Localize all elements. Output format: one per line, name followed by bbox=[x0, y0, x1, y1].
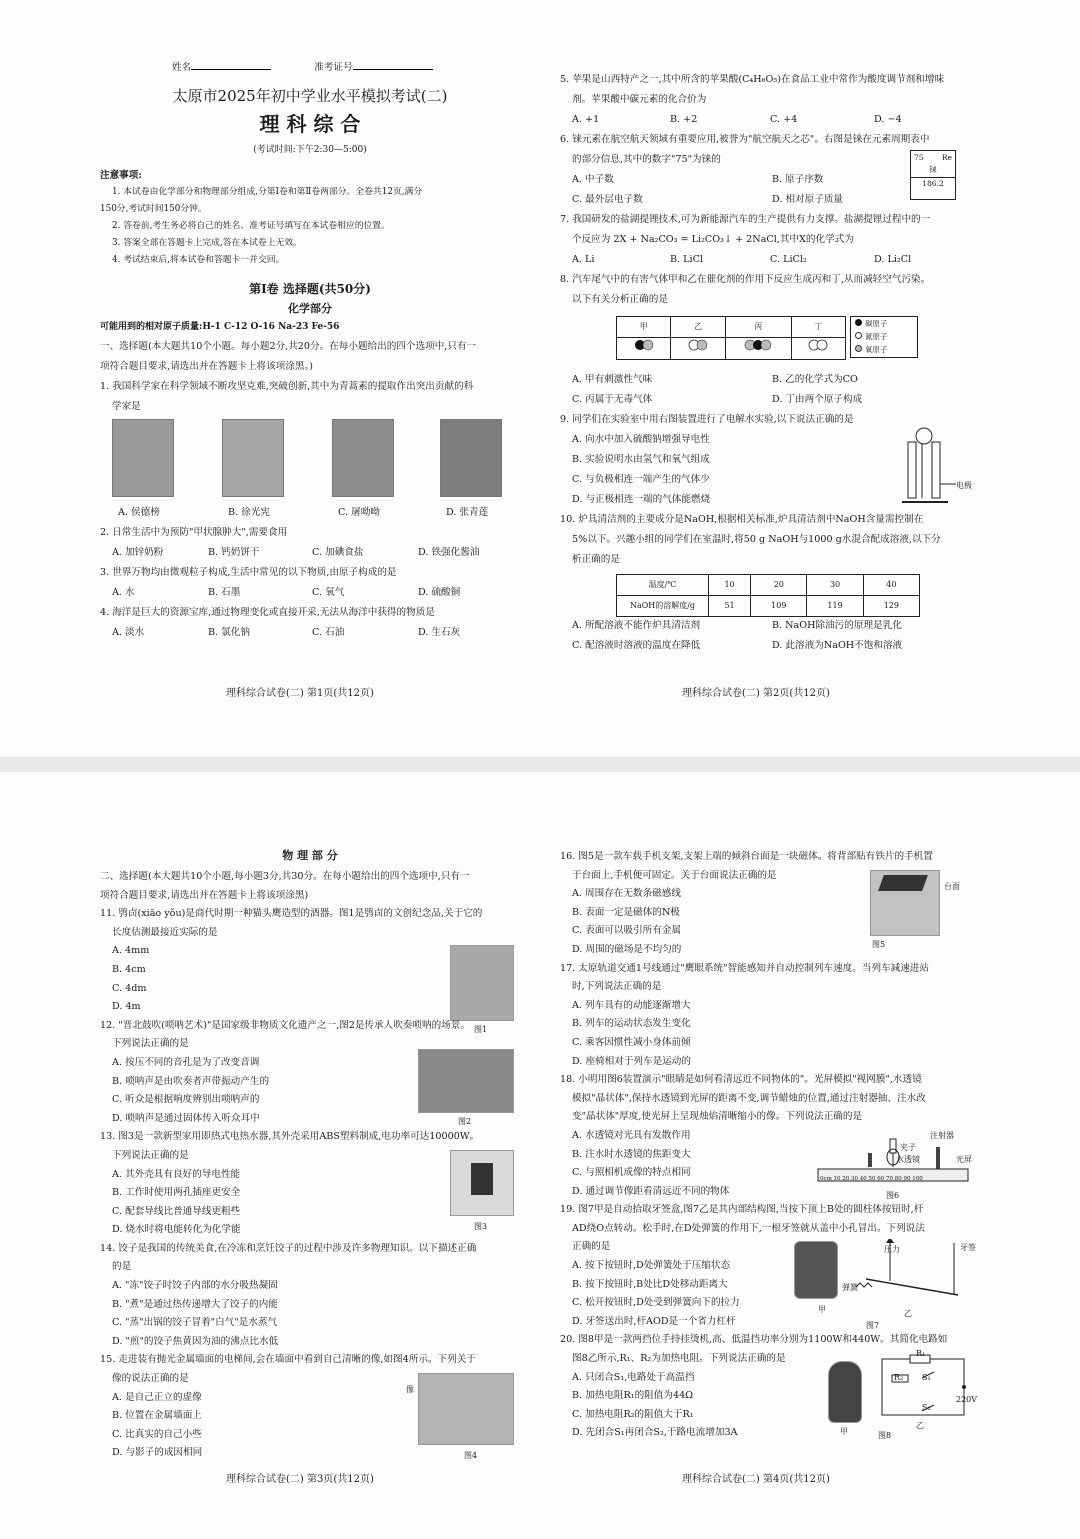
figure-4-elevator bbox=[418, 1373, 514, 1445]
nitrogen-atom-icon bbox=[855, 332, 862, 339]
s2-label: S₂ bbox=[922, 1403, 931, 1413]
q6-option-d[interactable]: D. 相对原子质量 bbox=[772, 194, 844, 205]
q20-option-c[interactable]: C. 加热电阻R₂的阻值大于R₁ bbox=[572, 1408, 694, 1420]
q6-option-a[interactable]: A. 中子数 bbox=[572, 174, 614, 185]
rhenium-element-cell bbox=[910, 150, 956, 200]
q14-option-b[interactable]: B. "煮"是通过热传递增大了饺子的内能 bbox=[112, 1298, 278, 1310]
figure-2-suona-player bbox=[418, 1049, 514, 1113]
q7-option-a[interactable]: A. Li bbox=[572, 254, 595, 265]
id-label: 准考证号 bbox=[314, 62, 353, 73]
q3-stem: 3. 世界万物均由微观粒子构成,生活中常见的以下物质,由原子构成的是 bbox=[100, 567, 397, 578]
chem-intro-1: 一、选择题(本大题共10个小题。每小题2分,共20分。在每小题给出的四个选项中,只有一 bbox=[100, 341, 477, 352]
q18-block bbox=[560, 1071, 980, 1201]
q17-block bbox=[560, 960, 980, 1072]
legend-nitrogen: 氮原子 bbox=[865, 332, 888, 341]
q1-options bbox=[100, 503, 520, 523]
legend-carbon: 碳原子 bbox=[865, 319, 888, 328]
q8-head-ding: 丁 bbox=[791, 317, 845, 338]
q11-line1: 11. 鸮卣(xiāo yǒu)是商代时期一种猫头鹰造型的酒器。图1是鸮卣的文创纪念品,关于它的 bbox=[100, 908, 483, 920]
q20-block bbox=[560, 1331, 980, 1443]
q8-option-a[interactable]: A. 甲有刺激性气味 bbox=[572, 374, 653, 385]
q4-option-a[interactable]: A. 淡水 bbox=[112, 627, 145, 638]
q14-option-c[interactable]: C. "蒸"出锅的饺子冒着"白气"是水蒸气 bbox=[112, 1317, 278, 1329]
notice-3: 3. 答案全部在答题卡上完成,答在本试卷上无效。 bbox=[112, 238, 302, 248]
q18-line3: 变"晶状体"厚度,使光屏上呈现烛焰清晰缩小的像。下列说法正确的是 bbox=[572, 1111, 863, 1123]
q8-line2: 以下有关分析正确的是 bbox=[572, 294, 668, 305]
q8-head-yi: 乙 bbox=[671, 317, 725, 338]
q10-option-a[interactable]: A. 所配溶液不能作炉具清洁剂 bbox=[572, 620, 701, 631]
q20-line2: 图8乙所示,R₁、R₂为加热电阻。下列说法正确的是 bbox=[572, 1353, 786, 1365]
figure-7-caption: 图7 bbox=[866, 1321, 880, 1331]
q15-line2: 像的说法正确的是 bbox=[112, 1373, 189, 1385]
q10-table-wrap bbox=[560, 570, 980, 616]
q17-option-b[interactable]: B. 列车的运动状态发生变化 bbox=[572, 1018, 691, 1030]
exam-sheet-bottom bbox=[0, 772, 1080, 1539]
figure-1-caption: 图1 bbox=[474, 1025, 488, 1035]
q19-line1: 19. 图7甲是自动拾取牙签盒,图7乙是其内部结构图,当按下顶上B处的圆柱体按钮时,杆 bbox=[560, 1204, 924, 1216]
q9-stem: 9. 同学们在实验室中用右图装置进行了电解水实验,以下说法正确的是 bbox=[560, 414, 854, 425]
q17-line2: 时,下列说法正确的是 bbox=[572, 981, 662, 993]
q15-option-b[interactable]: B. 位置在金属墙面上 bbox=[112, 1410, 202, 1422]
name-blank bbox=[191, 69, 271, 70]
sol-40: 129 bbox=[863, 596, 919, 617]
molecule-jia bbox=[617, 338, 671, 360]
temp-header: 温度/℃ bbox=[617, 575, 709, 596]
r2-label: R₂ bbox=[894, 1373, 904, 1383]
q16-line1: 16. 图5是一款车载手机支架,支架上端的倾斜台面是一块磁体。将背部贴有铁片的手机置 bbox=[560, 851, 933, 862]
q3-option-b[interactable]: B. 石墨 bbox=[208, 587, 241, 598]
re-atomic-number: 75 bbox=[914, 153, 924, 162]
notice-1: 1. 本试卷由化学部分和物理部分组成,分第Ⅰ卷和第Ⅱ卷两部分。全卷共12页,满分 bbox=[112, 187, 423, 197]
q8-options-2 bbox=[560, 390, 980, 410]
electrolysis-apparatus-diagram bbox=[900, 424, 970, 510]
q5-options bbox=[560, 110, 980, 130]
q12-option-c[interactable]: C. 听众是根据响度辨别出唢呐声的 bbox=[112, 1094, 260, 1106]
q5-line1: 5. 苹果是山西特产之一,其中所含的苹果酸(C₄H₆O₅)在食品工业中常作为酸度调节剂和增味 bbox=[560, 74, 945, 85]
q11-option-d[interactable]: D. 4m bbox=[112, 1001, 141, 1013]
q4-options bbox=[100, 623, 520, 643]
q17-line1: 17. 太原轨道交通1号线通过"鹰眼系统"智能感知并自动控制列车速度。当列车减速进站 bbox=[560, 962, 930, 974]
figure-6-caption: 图6 bbox=[886, 1191, 900, 1201]
fig8-jia-label: 甲 bbox=[840, 1427, 848, 1437]
q14-option-d[interactable]: D. "煎"的饺子焦黄因为油的沸点比水低 bbox=[112, 1335, 279, 1347]
q8-option-c[interactable]: C. 丙属于无毒气体 bbox=[572, 394, 653, 405]
q12-block bbox=[100, 1017, 520, 1129]
q7-line1: 7. 我国研发的盐湖提锂技术,可为新能源汽车的生产提供有力支撑。盐湖提锂过程中的一 bbox=[560, 214, 931, 225]
q8-head-jia: 甲 bbox=[617, 317, 671, 338]
exam-title: 太原市2025年初中学业水平模拟考试(二) bbox=[172, 87, 448, 105]
figure-8-caption: 图8 bbox=[878, 1431, 892, 1441]
re-name: 铼 bbox=[929, 165, 937, 174]
notice-1b: 150分,考试时间150分钟。 bbox=[100, 204, 207, 214]
sol-10: 51 bbox=[709, 596, 751, 617]
spring-label: 弹簧 bbox=[842, 1283, 858, 1293]
page-4 bbox=[560, 848, 980, 1443]
q1-option-a[interactable]: A. 侯德榜 bbox=[118, 507, 160, 518]
fig7-jia-label: 甲 bbox=[818, 1305, 826, 1315]
q18-option-d[interactable]: D. 通过调节像距看清远近不同的物体 bbox=[572, 1185, 730, 1197]
q19-option-b[interactable]: B. 按下按钮时,B处比D处移动距离大 bbox=[572, 1278, 728, 1290]
q6-line2: 的部分信息,其中的数字"75"为铼的 bbox=[572, 154, 721, 165]
syringe-label: 注射器 bbox=[930, 1131, 954, 1141]
q12-line2: 下列说法正确的是 bbox=[112, 1038, 189, 1050]
fig8-yi-label: 乙 bbox=[916, 1421, 924, 1431]
q12-option-b[interactable]: B. 唢呐声是由吹奏者声带振动产生的 bbox=[112, 1075, 270, 1087]
page-2-footer: 理科综合试卷(二) 第2页(共12页) bbox=[682, 688, 830, 699]
clip-label: 夹子 bbox=[900, 1143, 916, 1153]
r1-label: R₁ bbox=[916, 1349, 926, 1359]
q14-line2: 的是 bbox=[112, 1261, 132, 1273]
fig7-yi-label: 乙 bbox=[904, 1309, 912, 1319]
q13-option-d[interactable]: D. 烧水时将电能转化为化学能 bbox=[112, 1224, 241, 1236]
molecule-bing bbox=[725, 338, 791, 360]
figure-4-caption: 图4 bbox=[464, 1451, 478, 1461]
legend-oxygen: 氧原子 bbox=[865, 345, 888, 354]
q13-line2: 下列说法正确的是 bbox=[112, 1149, 189, 1161]
figure-2-caption: 图2 bbox=[458, 1116, 472, 1126]
q1-option-b[interactable]: B. 徐光宪 bbox=[228, 507, 270, 518]
q14-line1: 14. 饺子是我国的传统美食,在冷冻和烹饪饺子的过程中涉及许多物理知识。以下描述正确 bbox=[100, 1242, 477, 1254]
q12-option-a[interactable]: A. 按压不同的音孔是为了改变音调 bbox=[112, 1056, 260, 1068]
q8-head-bing: 丙 bbox=[725, 317, 791, 338]
q18-option-a[interactable]: A. 水透镜对光具有发散作用 bbox=[572, 1129, 691, 1141]
q11-option-c[interactable]: C. 4dm bbox=[112, 982, 147, 994]
q13-option-b[interactable]: B. 工作时使用两孔插座更安全 bbox=[112, 1187, 241, 1199]
q9-option-d[interactable]: D. 与正极相连一端的气体能燃烧 bbox=[572, 494, 711, 505]
q6-line1: 6. 铼元素在航空航天领域有重要应用,被誉为"航空航天之芯"。右图是铼在元素周期表中 bbox=[560, 134, 930, 145]
q11-option-b[interactable]: B. 4cm bbox=[112, 963, 146, 975]
q16-option-a[interactable]: A. 周围存在无数条磁感线 bbox=[572, 888, 681, 900]
q14-block bbox=[100, 1240, 520, 1352]
q16-line2: 于台面上,手机便可固定。关于台面说法正确的是 bbox=[572, 869, 777, 881]
q10-option-d[interactable]: D. 此溶液为NaOH不饱和溶液 bbox=[772, 640, 903, 651]
q15-option-c[interactable]: C. 比真实的自己小些 bbox=[112, 1428, 202, 1440]
sol-30: 119 bbox=[807, 596, 863, 617]
q6-option-c[interactable]: C. 最外层电子数 bbox=[572, 194, 643, 205]
q7-option-b[interactable]: B. LiCl bbox=[670, 254, 703, 265]
q7-option-d[interactable]: D. Li₂Cl bbox=[874, 254, 912, 265]
water-lens-label: 水透镜 bbox=[896, 1155, 920, 1165]
figure-7b-lever-diagram bbox=[850, 1239, 970, 1303]
solubility-header: NaOH的溶解度/g bbox=[617, 596, 709, 617]
q16-option-c[interactable]: C. 表面可以吸引所有金属 bbox=[572, 925, 682, 937]
q2-option-d[interactable]: D. 铁强化酱油 bbox=[418, 547, 480, 558]
carbon-atom-icon bbox=[855, 319, 862, 326]
temp-40: 40 bbox=[863, 575, 919, 596]
exam-sheet-top bbox=[0, 0, 1080, 757]
part1-title: 第Ⅰ卷 选择题(共50分) bbox=[249, 282, 371, 296]
temp-20: 20 bbox=[751, 575, 807, 596]
figure-4-image-label: 像 bbox=[406, 1385, 414, 1395]
q8-options-1 bbox=[560, 370, 980, 390]
sol-20: 109 bbox=[751, 596, 807, 617]
notice-head: 注意事项: bbox=[100, 170, 142, 181]
q5-option-b[interactable]: B. +2 bbox=[670, 114, 698, 125]
q17-option-d[interactable]: D. 座椅相对于列车是运动的 bbox=[572, 1055, 691, 1067]
figure-1-owl-vessel bbox=[450, 945, 514, 1021]
q3-option-d[interactable]: D. 硫酸铜 bbox=[418, 587, 461, 598]
q5-option-d[interactable]: D. −4 bbox=[874, 114, 902, 125]
notice-4: 4. 考试结束后,将本试卷和答题卡一并交回。 bbox=[112, 255, 285, 265]
q20-option-a[interactable]: A. 只闭合S₁,电路处于高温挡 bbox=[572, 1371, 695, 1383]
q13-block bbox=[100, 1128, 520, 1240]
q1-portraits bbox=[100, 417, 520, 503]
q20-option-d[interactable]: D. 先闭合S₁再闭合S₂,干路电流增加3A bbox=[572, 1427, 738, 1439]
q18-option-b[interactable]: B. 注水时水透镜的焦距变大 bbox=[572, 1148, 691, 1160]
q15-option-d[interactable]: D. 与影子的成因相同 bbox=[112, 1447, 203, 1459]
q5-option-a[interactable]: A. +1 bbox=[572, 114, 600, 125]
phys-intro-1: 二、选择题(本大题共10个小题,每小题3分,共30分。在每小题给出的四个选项中,只有一 bbox=[100, 871, 470, 882]
q10-options-2 bbox=[560, 636, 980, 656]
q20-option-b[interactable]: B. 加热电阻R₁的阻值为44Ω bbox=[572, 1390, 694, 1402]
q11-line2: 长度估测最接近实际的是 bbox=[112, 926, 218, 938]
magnet-platform bbox=[878, 875, 928, 891]
q8-line1: 8. 汽车尾气中的有害气体甲和乙在催化剂的作用下反应生成丙和丁,从而减轻空气污染。 bbox=[560, 274, 931, 285]
q9-option-c[interactable]: C. 与负极相连一端产生的气体少 bbox=[572, 474, 710, 485]
q18-option-c[interactable]: C. 与照相机成像的特点相同 bbox=[572, 1167, 691, 1179]
q17-option-c[interactable]: C. 乘客因惯性减小身体前倾 bbox=[572, 1036, 691, 1048]
q8-molecule-table bbox=[616, 316, 846, 360]
q20-line1: 20. 图8甲是一款两挡位手持挂烫机,高、低温挡功率分别为1100W和440W。其简化电路如 bbox=[560, 1334, 948, 1346]
q7-options bbox=[560, 250, 980, 270]
page-1 bbox=[100, 58, 520, 643]
toothpick-label: 牙签 bbox=[960, 1243, 976, 1253]
atomic-mass: 可能用到的相对原子质量:H-1 C-12 O-16 Na-23 Fe-56 bbox=[100, 322, 340, 332]
q8-molecule-diagram bbox=[560, 310, 980, 370]
press-label: 压力 bbox=[884, 1245, 900, 1255]
portrait-c bbox=[332, 419, 394, 497]
molecule-yi bbox=[671, 338, 725, 360]
q2-options bbox=[100, 543, 520, 563]
q1-line2: 学家是 bbox=[112, 401, 141, 412]
molecule-ding bbox=[791, 338, 845, 360]
figure-7a-toothpick-box bbox=[794, 1241, 838, 1299]
q7-option-c[interactable]: C. LiCl₂ bbox=[770, 254, 807, 265]
q19-option-c[interactable]: C. 松开按钮时,D处受到弹簧向下的拉力 bbox=[572, 1297, 740, 1309]
q15-block bbox=[100, 1351, 520, 1463]
q10-option-c[interactable]: C. 配溶液时溶液的温度在降低 bbox=[572, 640, 701, 651]
q10-line1: 10. 炉具清洁剂的主要成分是NaOH,根据相关标准,炉具清洁剂中NaOH含量需控制在 bbox=[560, 514, 924, 525]
q8-legend bbox=[850, 316, 918, 358]
q9-option-b[interactable]: B. 实验说明水由氢气和氧气组成 bbox=[572, 454, 710, 465]
q8-option-b[interactable]: B. 乙的化学式为CO bbox=[772, 374, 858, 385]
chem-intro-2: 项符合题目要求,请选出并在答题卡上将该项涂黑。) bbox=[100, 361, 314, 372]
q15-line1: 15. 走进装有抛光金属墙面的电梯间,会在墙面中看到自己清晰的像,如图4所示。下列关于 bbox=[100, 1354, 476, 1366]
q4-option-d[interactable]: D. 生石灰 bbox=[418, 627, 461, 638]
q16-option-b[interactable]: B. 表面一定是磁体的N极 bbox=[572, 906, 680, 918]
screen-label: 光屏 bbox=[956, 1155, 972, 1165]
q13-option-a[interactable]: A. 其外壳具有良好的导电性能 bbox=[112, 1168, 241, 1180]
q17-option-a[interactable]: A. 列车具有的动能逐渐增大 bbox=[572, 999, 691, 1011]
q2-option-c[interactable]: C. 加碘食盐 bbox=[312, 547, 364, 558]
q10-line2: 5%以下。兴趣小组的同学们在室温时,将50 g NaOH与1000 g水混合配成溶液,以下分 bbox=[572, 534, 941, 545]
q9-option-a[interactable]: A. 向水中加入硫酸钠增强导电性 bbox=[572, 434, 710, 445]
q13-line1: 13. 图3是一款新型家用即热式电热水器,其外壳采用ABS塑料制成,电功率可达10000W。 bbox=[100, 1131, 480, 1143]
q1-option-c[interactable]: C. 屠呦呦 bbox=[338, 507, 380, 518]
physics-title: 物 理 部 分 bbox=[282, 849, 338, 862]
q15-option-a[interactable]: A. 是自己正立的虚像 bbox=[112, 1391, 202, 1403]
q3-option-c[interactable]: C. 氧气 bbox=[312, 587, 345, 598]
q7-line2: 个反应为 2X + Na₂CO₃ = Li₂CO₃↓ + 2NaCl,其中X的化学式为 bbox=[572, 234, 854, 245]
q19-block bbox=[560, 1201, 980, 1331]
q2-option-b[interactable]: B. 钙奶饼干 bbox=[208, 547, 260, 558]
notice-2: 2. 答卷前,考生务必将自己的姓名、准考证号填写在本试卷相应的位置。 bbox=[112, 221, 390, 231]
q3-options bbox=[100, 583, 520, 603]
page-2 bbox=[560, 70, 980, 656]
q6-option-b[interactable]: B. 原子序数 bbox=[772, 174, 824, 185]
figure-5-caption: 图5 bbox=[872, 940, 886, 949]
portrait-d bbox=[440, 419, 502, 497]
q1-option-d[interactable]: D. 张青莲 bbox=[446, 507, 489, 518]
q1-line1: 1. 我国科学家在科学领域不断攻坚克难,突破创新,其中为青蒿素的提取作出突出贡献的科 bbox=[100, 381, 474, 392]
q19-option-d[interactable]: D. 牙签送出时,杆AOD是一个省力杠杆 bbox=[572, 1315, 736, 1327]
re-symbol: Re bbox=[941, 153, 952, 162]
q2-stem: 2. 日常生活中为预防"甲状腺肿大",需要食用 bbox=[100, 527, 288, 538]
q8-option-d[interactable]: D. 丁由两个原子构成 bbox=[772, 394, 863, 405]
q16-option-d[interactable]: D. 周围的磁场是不均匀的 bbox=[572, 943, 682, 955]
figure-3-caption: 图3 bbox=[474, 1222, 488, 1232]
q4-option-b[interactable]: B. 氯化钠 bbox=[208, 627, 250, 638]
q11-option-a[interactable]: A. 4mm bbox=[112, 945, 150, 957]
q19-line3: 正确的是 bbox=[572, 1241, 611, 1253]
electrode-label: 电极 bbox=[956, 481, 972, 490]
page-4-footer: 理科综合试卷(二) 第4页(共12页) bbox=[682, 1474, 830, 1485]
temp-30: 30 bbox=[807, 575, 863, 596]
name-label: 姓名 bbox=[172, 62, 192, 73]
q13-option-c[interactable]: C. 配套导线比普通导线更粗些 bbox=[112, 1205, 241, 1217]
solubility-table bbox=[616, 574, 920, 617]
figure-5-phone-holder bbox=[870, 870, 940, 936]
q2-option-a[interactable]: A. 加锌奶粉 bbox=[112, 547, 164, 558]
q12-line1: 12. "晋北鼓吹(唢呐艺术)"是国家级非物质文化遗产之一,图2是传承人吹奏唢呐的场景。 bbox=[100, 1019, 470, 1031]
q10-line3: 析正确的是 bbox=[572, 554, 620, 565]
figure-3-water-heater bbox=[450, 1150, 514, 1216]
id-blank bbox=[353, 69, 433, 70]
re-mass: 186.2 bbox=[911, 177, 955, 189]
q10-option-b[interactable]: B. NaOH除油污的原理是乳化 bbox=[772, 620, 902, 631]
q19-option-a[interactable]: A. 按下按钮时,D处弹簧处于压缩状态 bbox=[572, 1260, 731, 1272]
q19-line2: AD绕O点转动。松手时,在D处弹簧的作用下,一根牙签就从盖中小孔冒出。下列说法 bbox=[572, 1222, 925, 1234]
voltage-label: 220V bbox=[956, 1395, 978, 1405]
q12-option-d[interactable]: D. 唢呐声是通过固体传入听众耳中 bbox=[112, 1112, 260, 1124]
q4-option-c[interactable]: C. 石油 bbox=[312, 627, 345, 638]
q18-line2: 模拟"晶状体",保持水透镜到光屏的距离不变,调节蜡烛的位置,通过注射器抽、注水改 bbox=[572, 1092, 926, 1104]
portrait-b bbox=[222, 419, 284, 497]
chem-title: 化学部分 bbox=[288, 302, 332, 315]
q18-line1: 18. 小明用图6装置演示"眼睛是如何看清远近不同物体的"。光屏模拟"视网膜",水透镜 bbox=[560, 1074, 922, 1086]
q5-option-c[interactable]: C. +4 bbox=[770, 114, 798, 125]
page-3-footer: 理科综合试卷(二) 第3页(共12页) bbox=[226, 1474, 374, 1485]
q4-stem: 4. 海洋是巨大的资源宝库,通过物理变化或直接开采,无法从海洋中获得的物质是 bbox=[100, 607, 435, 618]
q14-option-a[interactable]: A. "冻"饺子时饺子内部的水分吸热凝固 bbox=[112, 1280, 278, 1292]
phys-intro-2: 项符合题目要求,请选出并在答题卡上将该项涂黑) bbox=[100, 889, 309, 901]
subject-title: 理 科 综 合 bbox=[259, 112, 361, 136]
platform-label: 台面 bbox=[944, 882, 960, 891]
exam-time: (考试时间:下午2:30—5:00) bbox=[253, 145, 367, 155]
q10-options-1 bbox=[560, 616, 980, 636]
page-3 bbox=[100, 846, 520, 1463]
name-id-line bbox=[100, 58, 520, 80]
portrait-a bbox=[112, 419, 174, 497]
ruler-scale: 0cm 10 20 30 40 50 60 70 80 90 100 bbox=[820, 1176, 923, 1183]
figure-8a-garment-steamer bbox=[828, 1361, 862, 1423]
q6-body bbox=[560, 150, 980, 210]
heater-body bbox=[471, 1163, 493, 1195]
temp-10: 10 bbox=[709, 575, 751, 596]
q3-option-a[interactable]: A. 水 bbox=[112, 587, 135, 598]
page-1-footer: 理科综合试卷(二) 第1页(共12页) bbox=[226, 688, 374, 699]
q16-block bbox=[560, 848, 980, 960]
q5-line2: 剂。苹果酸中碳元素的化合价为 bbox=[572, 94, 707, 105]
oxygen-atom-icon bbox=[855, 345, 862, 352]
q9-block bbox=[560, 410, 980, 510]
s1-label: S₁ bbox=[922, 1373, 931, 1383]
